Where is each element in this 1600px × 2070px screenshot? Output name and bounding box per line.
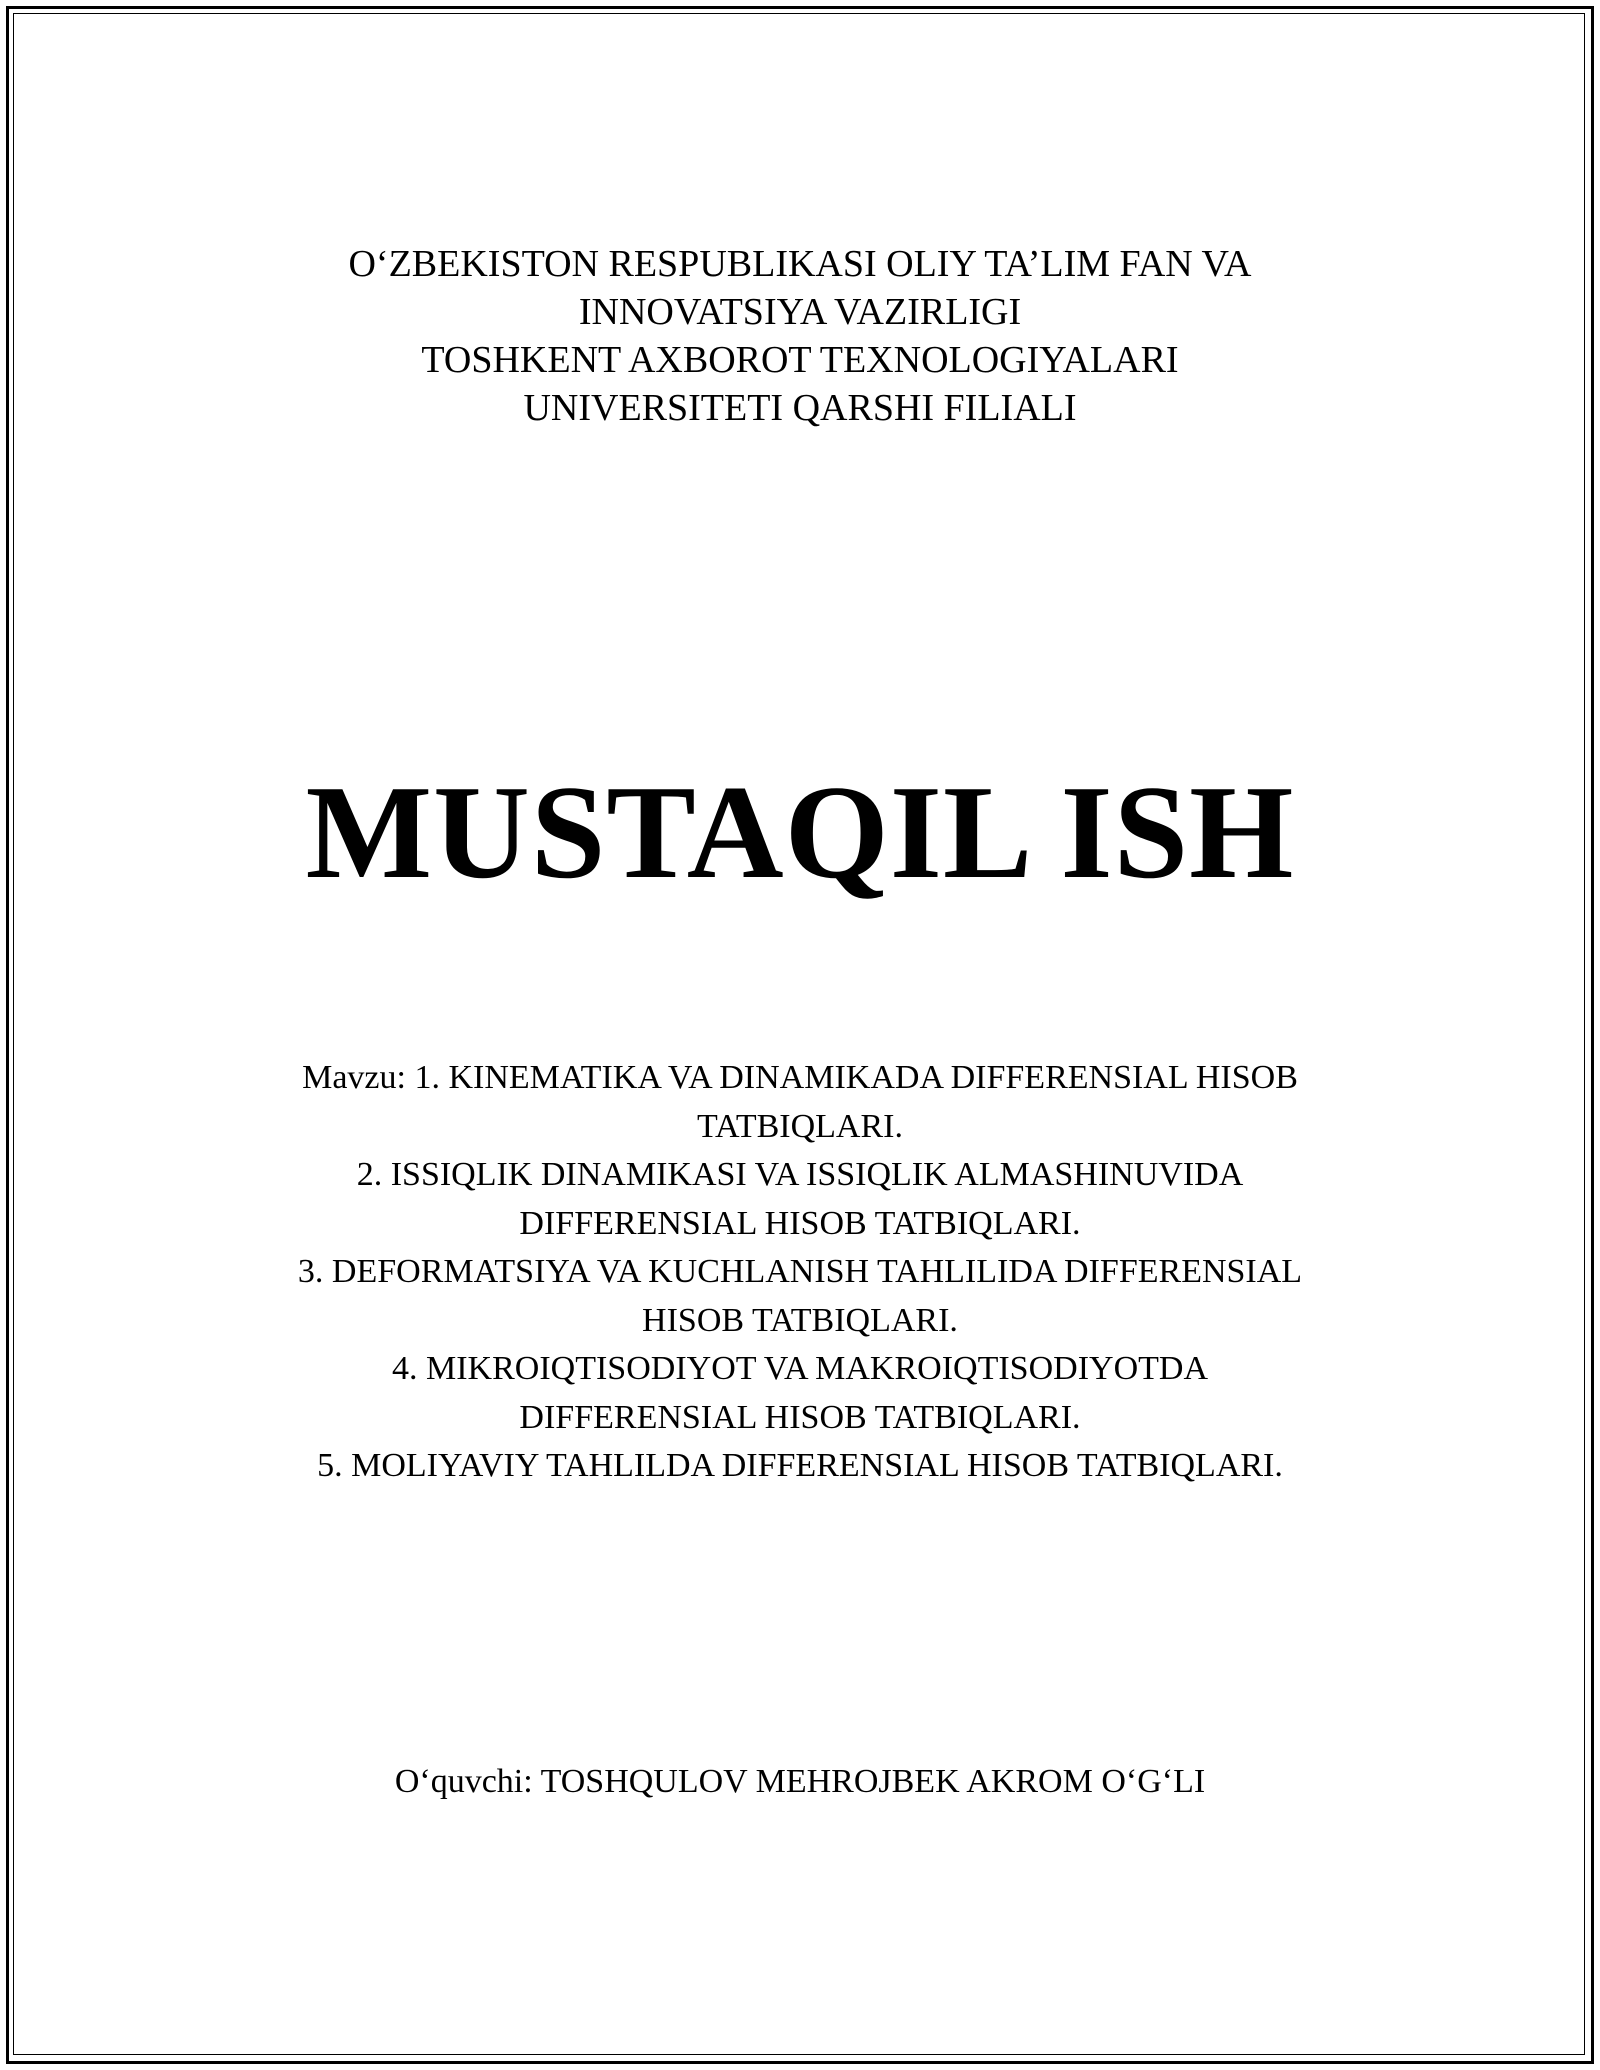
topic-line: 3. DEFORMATSIYA VA KUCHLANISH TAHLILIDA DIFFERENSIAL [297, 1253, 1303, 1290]
topic-line: DIFFERENSIAL HISOB TATBIQLARI. [519, 1398, 1081, 1436]
header-line: TOSHKENT AXBOROT TEXNOLOGIYALARI [421, 339, 1179, 381]
document-title: MUSTAQIL ISH [305, 758, 1295, 906]
topic-line: 5. MOLIYAVIY TAHLILDA DIFFERENSIAL HISOB TATBIQLARI. [317, 1447, 1283, 1484]
topic-line: 2. ISSIQLIK DINAMIKASI VA ISSIQLIK ALMASHINUVIDA [356, 1156, 1244, 1193]
topic-line: HISOB TATBIQLARI. [642, 1301, 958, 1339]
header-line: INNOVATSIYA VAZIRLIGI [578, 291, 1022, 333]
student-name: O‘quvchi: TOSHQULOV MEHROJBEK AKROM O‘G‘LI [394, 1763, 1206, 1800]
topic-line: TATBIQLARI. [697, 1107, 903, 1145]
topic-line: DIFFERENSIAL HISOB TATBIQLARI. [519, 1204, 1081, 1242]
topics-section [0, 1054, 1600, 1491]
topic-line: Mavzu: 1. KINEMATIKA VA DINAMIKADA DIFFERENSIAL HISOB [302, 1059, 1298, 1096]
header-line: O‘ZBEKISTON RESPUBLIKASI OLIY TA’LIM FAN VA [348, 243, 1252, 285]
topic-line: 4. MIKROIQTISODIYOT VA MAKROIQTISODIYOTDA [392, 1350, 1208, 1387]
institution-header [0, 240, 1600, 432]
header-line: UNIVERSITETI QARSHI FILIALI [523, 387, 1077, 429]
